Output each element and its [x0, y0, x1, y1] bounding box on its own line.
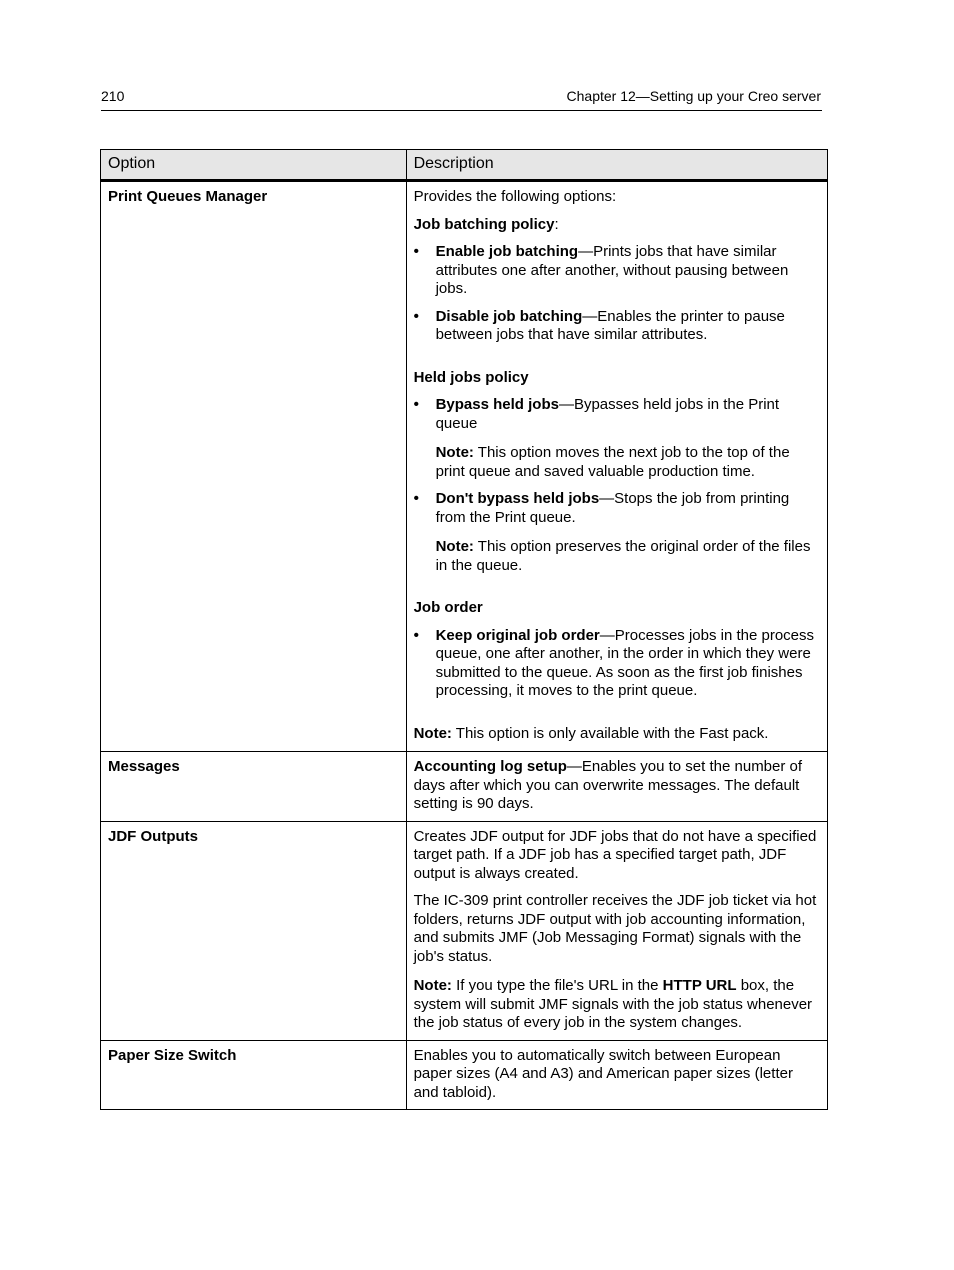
table-row: [101, 752, 828, 822]
bullet-list: [414, 396, 820, 433]
list-item: • Bypass held jobs—Bypasses held jobs in the Print queue: [414, 396, 820, 433]
table-row: [101, 821, 828, 1040]
intro-text: Provides the following options:: [413, 188, 617, 205]
list-item: • Keep original job order—Processes jobs in the process queue, one after another, in the order in which they were submitted to the queue. As soon as the first job finishes processing, it moves to the print queue.: [414, 627, 820, 701]
bullet-list: [414, 243, 820, 345]
options-table: [100, 149, 828, 1110]
subheading: Job order: [413, 599, 483, 616]
option-jdf-outputs: JDF Outputs: [101, 821, 407, 1040]
description-paper-size-switch: Enables you to automatically switch between European paper sizes (A4 and A3) and American paper sizes (letter and tabloid).: [406, 1040, 827, 1110]
option-paper-size-switch: Paper Size Switch: [101, 1040, 407, 1110]
description-jdf-outputs: [406, 821, 827, 1040]
paragraph: Creates JDF output for JDF jobs that do not have a specified target path. If a JDF job has a specified target path, JDF output is always created.: [413, 827, 817, 882]
note: Note: This option moves the next job to the top of the print queue and saved valuable production time.: [435, 444, 790, 480]
table-row: [101, 181, 828, 752]
note: Note: If you type the file's URL in the HTTP URL box, the system will submit JMF signals with the job status whenever the job status of every job in the system changes.: [413, 977, 813, 1031]
table-row: [101, 1040, 828, 1110]
bullet-list: [414, 627, 820, 701]
page-number: 210: [101, 88, 125, 104]
column-header-description: Description: [406, 150, 827, 181]
chapter-title: Chapter 12—Setting up your Creo server: [566, 88, 821, 104]
note: Note: This option preserves the original order of the files in the queue.: [435, 538, 811, 574]
option-messages: Messages: [101, 752, 407, 822]
list-item: • Disable job batching—Enables the printer to pause between jobs that have similar attributes.: [414, 308, 820, 345]
description-messages: Accounting log setup—Enables you to set the number of days after which you can overwrite messages. The default setting is 90 days.: [406, 752, 827, 822]
header-rule: [101, 110, 822, 111]
subheading: Held jobs policy: [413, 368, 529, 386]
bullet-list: [414, 490, 820, 527]
list-item: • Enable job batching—Prints jobs that have similar attributes one after another, without pausing between jobs.: [414, 243, 820, 299]
note: Note: This option is only available with the Fast pack.: [413, 724, 769, 742]
list-item: • Don't bypass held jobs—Stops the job from printing from the Print queue.: [414, 490, 820, 527]
table-header-row: [101, 150, 828, 181]
option-print-queues-manager: Print Queues Manager: [101, 181, 407, 752]
column-header-option: Option: [101, 150, 407, 181]
description-print-queues-manager: [406, 181, 827, 752]
subheading: Job batching policy:: [413, 215, 559, 233]
paragraph: The IC-309 print controller receives the JDF job ticket via hot folders, returns JDF output with job accounting information, and submits JMF (Job Messaging Format) signals with the job's status.: [413, 892, 817, 965]
